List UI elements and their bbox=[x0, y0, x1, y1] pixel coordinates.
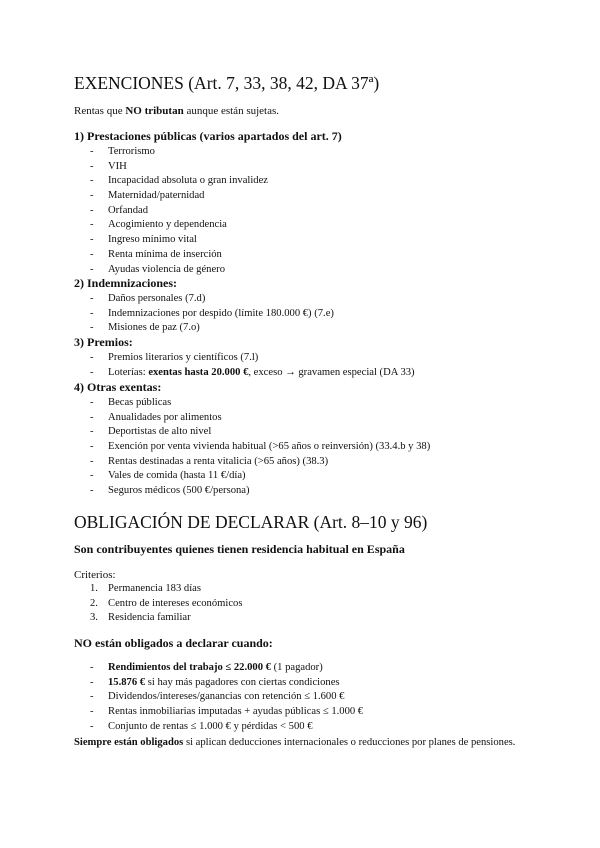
no-obligados-list bbox=[0, 661, 600, 734]
list-item: - Misiones de paz (7.o) bbox=[90, 322, 200, 334]
list-item: - Becas públicas bbox=[90, 397, 172, 408]
list-item: - Terrorismo bbox=[90, 146, 155, 157]
list-item: - Anualidades por alimentos bbox=[90, 411, 222, 423]
list-item: - Premios literarios y científicos (7.l) bbox=[90, 352, 259, 363]
list-item: - Loterías: exentas hasta 20.000 €, exceso → gravamen especial (DA 33) bbox=[90, 366, 415, 378]
list-item: - Rentas inmobiliarias imputadas + ayudas públicas ≤ 1.000 € bbox=[90, 706, 364, 718]
exenciones-title: EXENCIONES (Art. 7, 33, 38, 42, DA 37ª) bbox=[74, 73, 380, 93]
section-3-list bbox=[0, 351, 600, 380]
section-1-heading: 1) Prestaciones públicas (varios apartados del art. 7) bbox=[74, 129, 342, 143]
list-item: - Orfandad bbox=[90, 204, 149, 216]
list-item: - Indemnizaciones por despido (límite 180.000 €) (7.e) bbox=[90, 307, 334, 319]
list-item: - Conjunto de rentas ≤ 1.000 € y pérdidas < 500 € bbox=[90, 720, 313, 732]
list-item: - Renta mínima de inserción bbox=[90, 248, 222, 260]
no-obligados-heading: NO están obligados a declarar cuando: bbox=[74, 636, 273, 650]
list-item: - Seguros médicos (500 €/persona) bbox=[90, 485, 250, 497]
list-item: - Ingreso mínimo vital bbox=[90, 234, 197, 246]
list-item: - Maternidad/paternidad bbox=[90, 190, 205, 202]
list-item: - Ayudas violencia de género bbox=[90, 263, 225, 275]
list-item: - Exención por venta vivienda habitual (>65 años o reinversión) (33.4.b y 38) bbox=[90, 441, 431, 453]
obligacion-title: OBLIGACIÓN DE DECLARAR (Art. 8–10 y 96) bbox=[74, 512, 428, 532]
list-item: - Vales de comida (hasta 11 €/día) bbox=[90, 470, 246, 482]
section-2-list bbox=[0, 292, 600, 336]
section-2-heading: 2) Indemnizaciones: bbox=[74, 276, 177, 290]
list-item: - Acogimiento y dependencia bbox=[90, 219, 227, 231]
list-item: - Incapacidad absoluta o gran invalidez bbox=[90, 175, 269, 187]
section-4-list bbox=[0, 396, 600, 499]
exenciones-intro: Rentas que NO tributan aunque están sujetas. bbox=[74, 105, 280, 117]
section-4-heading: 4) Otras exentas: bbox=[74, 380, 162, 394]
list-item: - VIH bbox=[90, 160, 127, 172]
criteria-label: Criterios: bbox=[74, 569, 116, 581]
criteria-list bbox=[0, 582, 600, 626]
list-item: - Dividendos/intereses/ganancias con retención ≤ 1.600 € bbox=[90, 691, 345, 703]
obligacion-subheading: Son contribuyentes quienes tienen residencia habitual en España bbox=[74, 542, 405, 556]
list-item: - 15.876 € si hay más pagadores con ciertas condiciones bbox=[90, 676, 340, 688]
list-item: 3. Residencia familiar bbox=[90, 612, 191, 624]
section-1-list bbox=[0, 145, 600, 277]
list-item: - Deportistas de alto nivel bbox=[90, 426, 212, 438]
list-item: 1. Permanencia 183 días bbox=[90, 583, 201, 594]
list-item: - Rendimientos del trabajo ≤ 22.000 € (1 pagador) bbox=[90, 662, 323, 673]
section-3-heading: 3) Premios: bbox=[74, 335, 133, 349]
siempre-obligados-note: Siempre están obligados si aplican deducciones internacionales o reducciones por planes de pensiones. bbox=[74, 737, 516, 748]
list-item: - Daños personales (7.d) bbox=[90, 293, 206, 304]
list-item: - Rentas destinadas a renta vitalicia (>65 años) (38.3) bbox=[90, 455, 329, 467]
list-item: 2. Centro de intereses económicos bbox=[90, 597, 243, 609]
